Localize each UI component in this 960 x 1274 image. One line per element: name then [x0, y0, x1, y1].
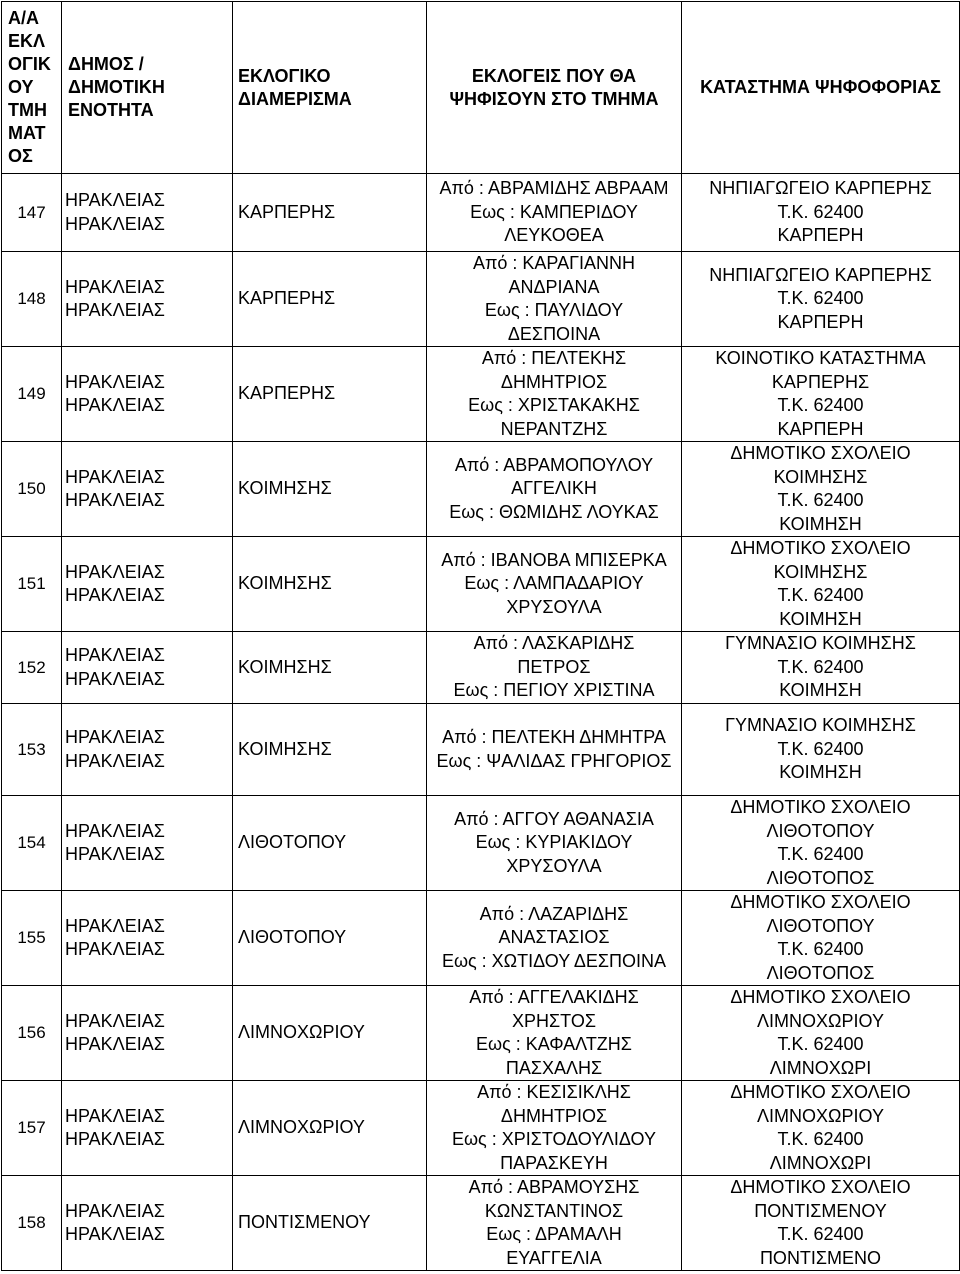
voters-range-line: Από : ΑΒΡΑΜΟΥΣΗΣ: [468, 1177, 640, 1197]
voters-range: [427, 796, 682, 891]
electoral-district: ΛΙΘΟΤΟΠΟΥ: [233, 796, 427, 891]
polling-station-line: ΛΙΜΝΟΧΩΡΙ: [769, 1152, 872, 1173]
polling-station-line: ΚΟΙΜΗΣΗ: [779, 513, 862, 534]
voters-range-line: Από : ΛΑΣΚΑΡΙΔΗΣ: [473, 633, 635, 654]
voters-range-line: Από : ΛΑΖΑΡΙΔΗΣ: [479, 903, 629, 924]
electoral-district: ΛΙΜΝΟΧΩΡΙΟΥ: [233, 986, 427, 1081]
voters-range-line: ΔΕΣΠΟΙΝΑ: [507, 323, 601, 344]
voters-range: [427, 1176, 682, 1271]
section-number: 156: [2, 986, 62, 1081]
electoral-district: ΚΟΙΜΗΣΗΣ: [233, 537, 427, 632]
voters-range-line: ΕΥΑΓΓΕΛΙΑ: [506, 1247, 602, 1268]
table-row: [2, 796, 960, 891]
polling-station-line: ΓΥΜΝΑΣΙΟ ΚΟΙΜΗΣΗΣ: [725, 715, 916, 736]
header-electoral-district: ΕΚΛΟΓΙΚΟ ΔΙΑΜΕΡΙΣΜΑ: [233, 2, 427, 174]
voters-range-line: Από : ΑΓΓΕΛΑΚΙΔΗΣ: [469, 987, 639, 1007]
voters-range-line: ΝΕΡΑΝΤΖΗΣ: [500, 418, 608, 439]
municipality-line: ΗΡΑΚΛΕΙΑΣ: [65, 939, 165, 959]
polling-station-line: ΝΗΠΙΑΓΩΓΕΙΟ ΚΑΡΠΕΡΗΣ: [709, 178, 932, 199]
municipality-line: ΗΡΑΚΛΕΙΑΣ: [65, 561, 165, 582]
header-voters: ΕΚΛΟΓΕΙΣ ΠΟΥ ΘΑ ΨΗΦΙΣΟΥΝ ΣΤΟ ΤΜΗΜΑ: [427, 2, 682, 174]
voters-range: [427, 174, 682, 252]
polling-station: [682, 174, 960, 252]
municipality: [62, 252, 233, 347]
polling-station: [682, 537, 960, 632]
municipality-line: ΗΡΑΚΛΕΙΑΣ: [65, 645, 165, 665]
section-number: 150: [2, 442, 62, 537]
voters-range-line: Εως : ΚΑΦΑΛΤΖΗΣ: [476, 1034, 632, 1054]
voters-range-line: Εως : ΔΡΑΜΑΛΗ: [486, 1224, 622, 1244]
municipality-line: ΗΡΑΚΛΕΙΑΣ: [65, 668, 165, 689]
table-row: [2, 537, 960, 632]
municipality: [62, 796, 233, 891]
electoral-district: ΛΙΘΟΤΟΠΟΥ: [233, 891, 427, 986]
voters-range-line: ΔΗΜΗΤΡΙΟΣ: [500, 1105, 608, 1126]
section-number: 149: [2, 347, 62, 442]
voters-range: [427, 537, 682, 632]
section-number: 155: [2, 891, 62, 986]
section-number: 148: [2, 252, 62, 347]
polling-station-line: ΝΗΠΙΑΓΩΓΕΙΟ ΚΑΡΠΕΡΗΣ: [709, 264, 932, 285]
municipality: [62, 347, 233, 442]
table-header: [2, 2, 960, 174]
polling-station-line: ΛΙΘΟΤΟΠΟΥ: [766, 820, 875, 841]
voters-range-line: ΠΕΤΡΟΣ: [517, 656, 591, 677]
voters-range-line: ΑΓΓΕΛΙΚΗ: [511, 478, 597, 499]
polling-station-line: ΔΗΜΟΤΙΚΟ ΣΧΟΛΕΙΟ: [730, 443, 911, 463]
section-number: 151: [2, 537, 62, 632]
voters-range-line: ΑΝΔΡΙΑΝΑ: [508, 276, 600, 297]
municipality: [62, 1176, 233, 1271]
municipality-line: ΗΡΑΚΛΕΙΑΣ: [65, 750, 165, 771]
municipality-line: ΗΡΑΚΛΕΙΑΣ: [65, 820, 165, 841]
polling-station-line: ΚΟΙΜΗΣΗΣ: [773, 466, 868, 487]
polling-stations-table: [1, 1, 960, 1271]
polling-station-line: Τ.Κ. 62400: [777, 201, 864, 222]
section-number: 154: [2, 796, 62, 891]
electoral-district: ΚΟΙΜΗΣΗΣ: [233, 704, 427, 796]
voters-range: [427, 986, 682, 1081]
polling-station-line: ΚΟΙΜΗΣΗ: [779, 608, 862, 629]
voters-range-line: Από : ΙΒΑΝΟΒΑ ΜΠΙΣΕΡΚΑ: [441, 549, 667, 570]
polling-station: [682, 252, 960, 347]
polling-station-line: Τ.Κ. 62400: [777, 738, 864, 759]
polling-station: [682, 796, 960, 891]
table-row: [2, 252, 960, 347]
polling-station-line: ΚΟΙΝΟΤΙΚΟ ΚΑΤΑΣΤΗΜΑ: [715, 348, 926, 368]
municipality-line: ΗΡΑΚΛΕΙΑΣ: [65, 466, 165, 487]
polling-station-line: ΠΟΝΤΙΣΜΕΝΟΥ: [754, 1200, 887, 1221]
polling-station-line: ΠΟΝΤΙΣΜΕΝΟ: [759, 1247, 882, 1268]
polling-station: [682, 986, 960, 1081]
polling-station-line: Τ.Κ. 62400: [777, 939, 864, 959]
voters-range-line: ΛΕΥΚΟΘΕΑ: [504, 225, 604, 246]
polling-station-line: Τ.Κ. 62400: [777, 395, 864, 415]
polling-station-line: ΚΑΡΠΕΡΗ: [777, 225, 864, 246]
voters-range-line: ΧΡΗΣΤΟΣ: [512, 1010, 596, 1031]
voters-range: [427, 704, 682, 796]
section-number: 157: [2, 1081, 62, 1176]
electoral-district: ΛΙΜΝΟΧΩΡΙΟΥ: [233, 1081, 427, 1176]
voters-range: [427, 252, 682, 347]
polling-station-line: ΛΙΜΝΟΧΩΡΙ: [769, 1057, 872, 1078]
polling-station-line: ΔΗΜΟΤΙΚΟ ΣΧΟΛΕΙΟ: [730, 1082, 911, 1102]
voters-range-line: ΑΝΑΣΤΑΣΙΟΣ: [498, 927, 610, 948]
header-municipality: ΔΗΜΟΣ / ΔΗΜΟΤΙΚΗ ΕΝΟΤΗΤΑ: [62, 2, 233, 174]
polling-station-line: ΔΗΜΟΤΙΚΟ ΣΧΟΛΕΙΟ: [730, 987, 911, 1007]
polling-station-line: ΔΗΜΟΤΙΚΟ ΣΧΟΛΕΙΟ: [730, 797, 911, 817]
municipality-line: ΗΡΑΚΛΕΙΑΣ: [65, 300, 165, 320]
voters-range-line: ΠΑΣΧΑΛΗΣ: [505, 1057, 603, 1078]
table-row: [2, 174, 960, 252]
municipality: [62, 632, 233, 704]
municipality-line: ΗΡΑΚΛΕΙΑΣ: [65, 844, 165, 864]
table-row: [2, 986, 960, 1081]
municipality: [62, 537, 233, 632]
voters-range-line: ΔΗΜΗΤΡΙΟΣ: [500, 371, 608, 392]
municipality-line: ΗΡΑΚΛΕΙΑΣ: [65, 371, 165, 392]
polling-station: [682, 891, 960, 986]
municipality-line: ΗΡΑΚΛΕΙΑΣ: [65, 1200, 165, 1221]
polling-station-line: ΔΗΜΟΤΙΚΟ ΣΧΟΛΕΙΟ: [730, 538, 911, 558]
polling-station-line: ΔΗΜΟΤΙΚΟ ΣΧΟΛΕΙΟ: [730, 892, 911, 912]
municipality-line: ΗΡΑΚΛΕΙΑΣ: [65, 915, 165, 936]
municipality-line: ΗΡΑΚΛΕΙΑΣ: [65, 1010, 165, 1031]
electoral-district: ΠΟΝΤΙΣΜΕΝΟΥ: [233, 1176, 427, 1271]
polling-station-line: Τ.Κ. 62400: [777, 1034, 864, 1054]
voters-range: [427, 891, 682, 986]
polling-station-line: ΚΑΡΠΕΡΗΣ: [771, 371, 870, 392]
voters-range-line: Από : ΑΒΡΑΜΙΔΗΣ ΑΒΡΑΑΜ: [439, 178, 669, 199]
municipality-line: ΗΡΑΚΛΕΙΑΣ: [65, 727, 165, 747]
municipality-line: ΗΡΑΚΛΕΙΑΣ: [65, 190, 165, 210]
municipality: [62, 704, 233, 796]
municipality: [62, 891, 233, 986]
polling-station-line: Τ.Κ. 62400: [777, 288, 864, 309]
table-row: [2, 1081, 960, 1176]
polling-station-line: Τ.Κ. 62400: [777, 490, 864, 510]
municipality-line: ΗΡΑΚΛΕΙΑΣ: [65, 213, 165, 234]
polling-station: [682, 1081, 960, 1176]
electoral-district: ΚΑΡΠΕΡΗΣ: [233, 174, 427, 252]
polling-station-line: ΛΙΘΟΤΟΠΟΥ: [766, 915, 875, 936]
polling-station: [682, 632, 960, 704]
polling-station: [682, 704, 960, 796]
section-number: 147: [2, 174, 62, 252]
voters-range-line: Εως : ΧΡΙΣΤΟΔΟΥΛΙΔΟΥ: [451, 1129, 656, 1149]
table-row: [2, 704, 960, 796]
table-row: [2, 891, 960, 986]
municipality-line: ΗΡΑΚΛΕΙΑΣ: [65, 1129, 165, 1149]
municipality: [62, 986, 233, 1081]
voters-range-line: Από : ΑΓΓΟΥ ΑΘΑΝΑΣΙΑ: [454, 808, 654, 829]
voters-range-line: Από : ΚΕΣΙΣΙΚΛΗΣ: [477, 1082, 631, 1102]
polling-station-line: ΔΗΜΟΤΙΚΟ ΣΧΟΛΕΙΟ: [730, 1177, 911, 1197]
voters-range-line: Εως : ΚΑΜΠΕΡΙΔΟΥ: [470, 201, 638, 222]
polling-station-line: Τ.Κ. 62400: [777, 585, 864, 605]
voters-range: [427, 1081, 682, 1176]
voters-range-line: ΠΑΡΑΣΚΕΥΗ: [500, 1152, 608, 1173]
polling-station-line: ΚΑΡΠΕΡΗ: [777, 418, 864, 439]
voters-range-line: Από : ΠΕΛΤΕΚΗ ΔΗΜΗΤΡΑ: [442, 727, 666, 747]
polling-station-line: ΛΙΜΝΟΧΩΡΙΟΥ: [757, 1105, 884, 1126]
table-row: [2, 1176, 960, 1271]
municipality-line: ΗΡΑΚΛΕΙΑΣ: [65, 585, 165, 605]
municipality-line: ΗΡΑΚΛΕΙΑΣ: [65, 276, 165, 297]
voters-range: [427, 442, 682, 537]
polling-station-line: ΛΙΘΟΤΟΠΟΣ: [766, 962, 875, 983]
polling-station-line: ΛΙΘΟΤΟΠΟΣ: [766, 867, 875, 888]
polling-station-line: ΛΙΜΝΟΧΩΡΙΟΥ: [757, 1010, 884, 1031]
municipality-line: ΗΡΑΚΛΕΙΑΣ: [65, 1034, 165, 1054]
header-row: [2, 2, 960, 174]
section-number: 158: [2, 1176, 62, 1271]
polling-station-line: ΚΟΙΜΗΣΗΣ: [773, 561, 868, 582]
polling-station-line: Τ.Κ. 62400: [777, 844, 864, 864]
voters-range-line: Από : ΠΕΛΤΕΚΗΣ: [481, 348, 627, 368]
municipality: [62, 1081, 233, 1176]
voters-range: [427, 632, 682, 704]
municipality-line: ΗΡΑΚΛΕΙΑΣ: [65, 1224, 165, 1244]
polling-station-line: ΚΑΡΠΕΡΗ: [777, 311, 864, 332]
voters-range-line: Εως : ΛΑΜΠΑΔΑΡΙΟΥ: [464, 573, 644, 594]
electoral-district: ΚΟΙΜΗΣΗΣ: [233, 442, 427, 537]
electoral-district: ΚΟΙΜΗΣΗΣ: [233, 632, 427, 704]
voters-range-line: ΧΡΥΣΟΥΛΑ: [506, 855, 602, 876]
header-polling-station: ΚΑΤΑΣΤΗΜΑ ΨΗΦΟΦΟΡΙΑΣ: [682, 2, 960, 174]
header-section-number: Α/Α ΕΚΛ ΟΓΙΚ ΟΥ ΤΜΗ ΜΑΤ ΟΣ: [2, 2, 62, 174]
polling-station: [682, 1176, 960, 1271]
polling-station-line: Τ.Κ. 62400: [777, 656, 864, 677]
electoral-district: ΚΑΡΠΕΡΗΣ: [233, 252, 427, 347]
polling-station-line: ΓΥΜΝΑΣΙΟ ΚΟΙΜΗΣΗΣ: [725, 633, 916, 654]
table-row: [2, 442, 960, 537]
voters-range: [427, 347, 682, 442]
voters-range-line: Εως : ΧΩΤΙΔΟΥ ΔΕΣΠΟΙΝΑ: [441, 950, 667, 971]
table-row: [2, 347, 960, 442]
section-number: 152: [2, 632, 62, 704]
municipality-line: ΗΡΑΚΛΕΙΑΣ: [65, 490, 165, 510]
voters-range-line: ΧΡΥΣΟΥΛΑ: [506, 596, 602, 617]
table-body: [2, 174, 960, 1271]
voters-range-line: ΚΩΝΣΤΑΝΤΙΝΟΣ: [484, 1200, 624, 1221]
voters-range-line: Εως : ΠΕΓΙΟΥ ΧΡΙΣΤΙΝΑ: [453, 680, 655, 701]
voters-range-line: Εως : ΚΥΡΙΑΚΙΔΟΥ: [475, 832, 633, 853]
voters-range-line: Από : ΚΑΡΑΓΙΑΝΝΗ: [472, 253, 636, 273]
polling-station: [682, 347, 960, 442]
section-number: 153: [2, 704, 62, 796]
table-row: [2, 632, 960, 704]
polling-station-line: ΚΟΙΜΗΣΗ: [779, 762, 862, 783]
voters-range-line: Εως : ΘΩΜΙΔΗΣ ΛΟΥΚΑΣ: [449, 501, 659, 522]
voters-range-line: Από : ΑΒΡΑΜΟΠΟΥΛΟΥ: [454, 454, 654, 475]
polling-station-line: ΚΟΙΜΗΣΗ: [779, 680, 862, 701]
voters-range-line: Εως : ΨΑΛΙΔΑΣ ΓΡΗΓΟΡΙΟΣ: [436, 750, 672, 771]
voters-range-line: Εως : ΠΑΥΛΙΔΟΥ: [484, 300, 624, 320]
municipality: [62, 174, 233, 252]
polling-station: [682, 442, 960, 537]
polling-station-line: Τ.Κ. 62400: [777, 1224, 864, 1244]
polling-station-line: Τ.Κ. 62400: [777, 1129, 864, 1149]
municipality-line: ΗΡΑΚΛΕΙΑΣ: [65, 395, 165, 415]
electoral-district: ΚΑΡΠΕΡΗΣ: [233, 347, 427, 442]
municipality: [62, 442, 233, 537]
municipality-line: ΗΡΑΚΛΕΙΑΣ: [65, 1105, 165, 1126]
voters-range-line: Εως : ΧΡΙΣΤΑΚΑΚΗΣ: [468, 395, 640, 415]
